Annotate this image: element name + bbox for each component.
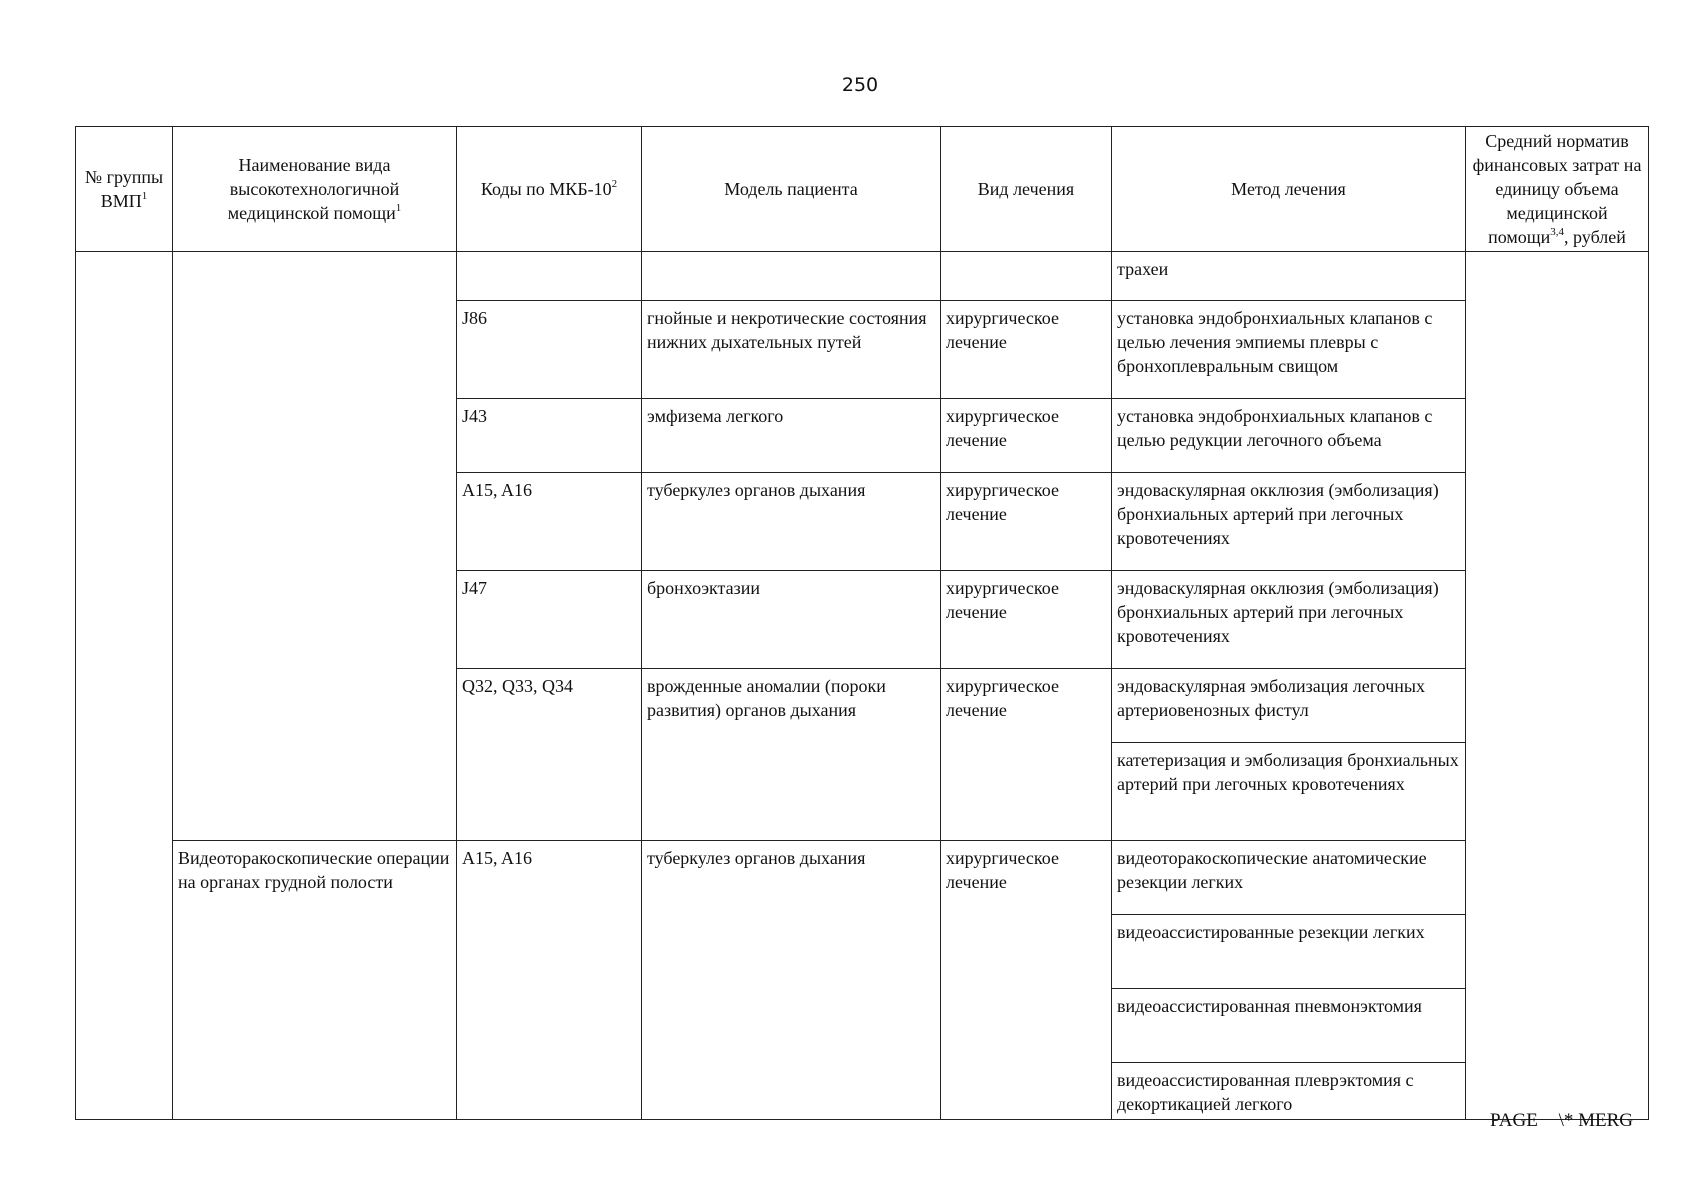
model-cell: гнойные и некротические состояния нижних дыхательных путей — [642, 301, 941, 399]
page-footer — [1474, 1110, 1633, 1132]
header-patient-model: Модель пациента — [642, 127, 941, 252]
type-cell: хирургическое лечение — [941, 473, 1112, 571]
method-cell: установка эндобронхиальных клапанов с целью лечения эмпиемы плевры с бронхоплевральным свищом — [1112, 301, 1466, 399]
code-cell: Q32, Q33, Q34 — [457, 669, 642, 841]
treatment-table — [75, 126, 1649, 1120]
footer-field-merge: \* MERG — [1558, 1110, 1633, 1131]
table-row — [76, 252, 1649, 301]
model-cell: бронхоэктазии — [642, 571, 941, 669]
care-type-cell: Видеоторакоскопические операции на органах грудной полости — [173, 841, 457, 1120]
method-cell: видеоассистированная плеврэктомия с декортикацией легкого — [1112, 1063, 1466, 1120]
model-cell — [642, 252, 941, 301]
model-cell: эмфизема легкого — [642, 399, 941, 473]
model-cell: туберкулез органов дыхания — [642, 473, 941, 571]
header-treatment-method: Метод лечения — [1112, 127, 1466, 252]
header-cost-standard: Средний норматив финансовых затрат на единицу объема медицинской помощи$^{3,4}$, рублей — [1466, 127, 1649, 252]
code-cell: J43 — [457, 399, 642, 473]
page-number: 250 — [841, 74, 879, 96]
code-cell: A15, A16 — [457, 841, 642, 1120]
method-cell: эндоваскулярная эмболизация легочных артериовенозных фистул — [1112, 669, 1466, 743]
header-treatment-type: Вид лечения — [941, 127, 1112, 252]
type-cell: хирургическое лечение — [941, 669, 1112, 841]
footer-field-page: PAGE — [1489, 1110, 1538, 1131]
type-cell: хирургическое лечение — [941, 841, 1112, 1120]
header-group-number: № группы ВМП$^1$ — [76, 127, 173, 252]
group-number-cell — [76, 252, 173, 1120]
header-row — [76, 127, 1649, 252]
type-cell: хирургическое лечение — [941, 571, 1112, 669]
method-cell: видеоторакоскопические анатомические резекции легких — [1112, 841, 1466, 915]
model-cell: врожденные аномалии (пороки развития) органов дыхания — [642, 669, 941, 841]
method-cell: трахеи — [1112, 252, 1466, 301]
table-row — [76, 841, 1649, 915]
method-cell: эндоваскулярная окклюзия (эмболизация) бронхиальных артерий при легочных кровотечениях — [1112, 473, 1466, 571]
method-cell: установка эндобронхиальных клапанов с целью редукции легочного объема — [1112, 399, 1466, 473]
model-cell: туберкулез органов дыхания — [642, 841, 941, 1120]
code-cell: A15, A16 — [457, 473, 642, 571]
cost-cell — [1466, 252, 1649, 1120]
type-cell: хирургическое лечение — [941, 301, 1112, 399]
type-cell — [941, 252, 1112, 301]
code-cell: J86 — [457, 301, 642, 399]
header-care-type: Наименование вида высокотехнологичной медицинской помощи$^1$ — [173, 127, 457, 252]
method-cell: катетеризация и эмболизация бронхиальных артерий при легочных кровотечениях — [1112, 743, 1466, 841]
method-cell: эндоваскулярная окклюзия (эмболизация) бронхиальных артерий при легочных кровотечениях — [1112, 571, 1466, 669]
care-type-cell — [173, 252, 457, 841]
code-cell: J47 — [457, 571, 642, 669]
header-icd-codes: Коды по МКБ-$10^2$ — [457, 127, 642, 252]
method-cell: видеоассистированная пневмонэктомия — [1112, 989, 1466, 1063]
type-cell: хирургическое лечение — [941, 399, 1112, 473]
method-cell: видеоассистированные резекции легких — [1112, 915, 1466, 989]
code-cell — [457, 252, 642, 301]
